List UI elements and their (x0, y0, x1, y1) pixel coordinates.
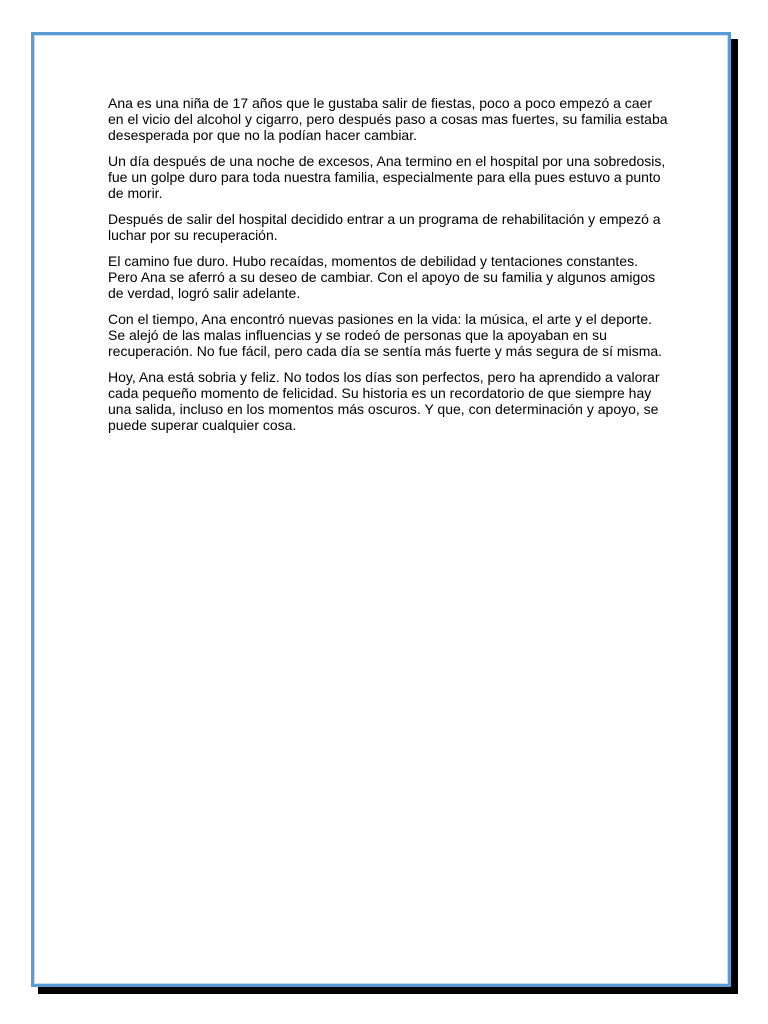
paragraph-2: Un día después de una noche de excesos, Ana termino en el hospital por una sobredosis, fue un golpe duro para toda nuestra familia, especialmente para ella pues estuvo a punto de morir. (108, 153, 666, 201)
paragraph-3: Después de salir del hospital decidido entrar a un programa de rehabilitación y empezó a luchar por su recuperación. (108, 211, 661, 243)
paragraph-4: El camino fue duro. Hubo recaídas, momentos de debilidad y tentaciones constantes. Pero Ana se aferró a su deseo de cambiar. Con el apoyo de su familia y algunos amigos de verdad, logró salir adelante. (108, 253, 656, 301)
document-body[interactable] (108, 95, 668, 443)
document-page (31, 32, 731, 987)
paragraph-5: Con el tiempo, Ana encontró nuevas pasiones en la vida: la música, el arte y el deporte. Se alejó de las malas influencias y se rodeó de personas que la apoyaban en su recuperación. No fue fácil, pero cada día se sentía más fuerte y más segura de sí misma. (108, 311, 663, 359)
paragraph-6: Hoy, Ana está sobria y feliz. No todos los días son perfectos, pero ha aprendido a valorar cada pequeño momento de felicidad. Su historia es un recordatorio de que siempre hay una salida, incluso en los momentos más oscuros. Y que, con determinación y apoyo, se puede superar cualquier cosa. (108, 369, 660, 433)
paragraph-1: Ana es una niña de 17 años que le gustaba salir de fiestas, poco a poco empezó a caer en el vicio del alcohol y cigarro, pero después paso a cosas mas fuertes, su familia estaba desesperada por que no la podían hacer cambiar. (108, 95, 668, 143)
